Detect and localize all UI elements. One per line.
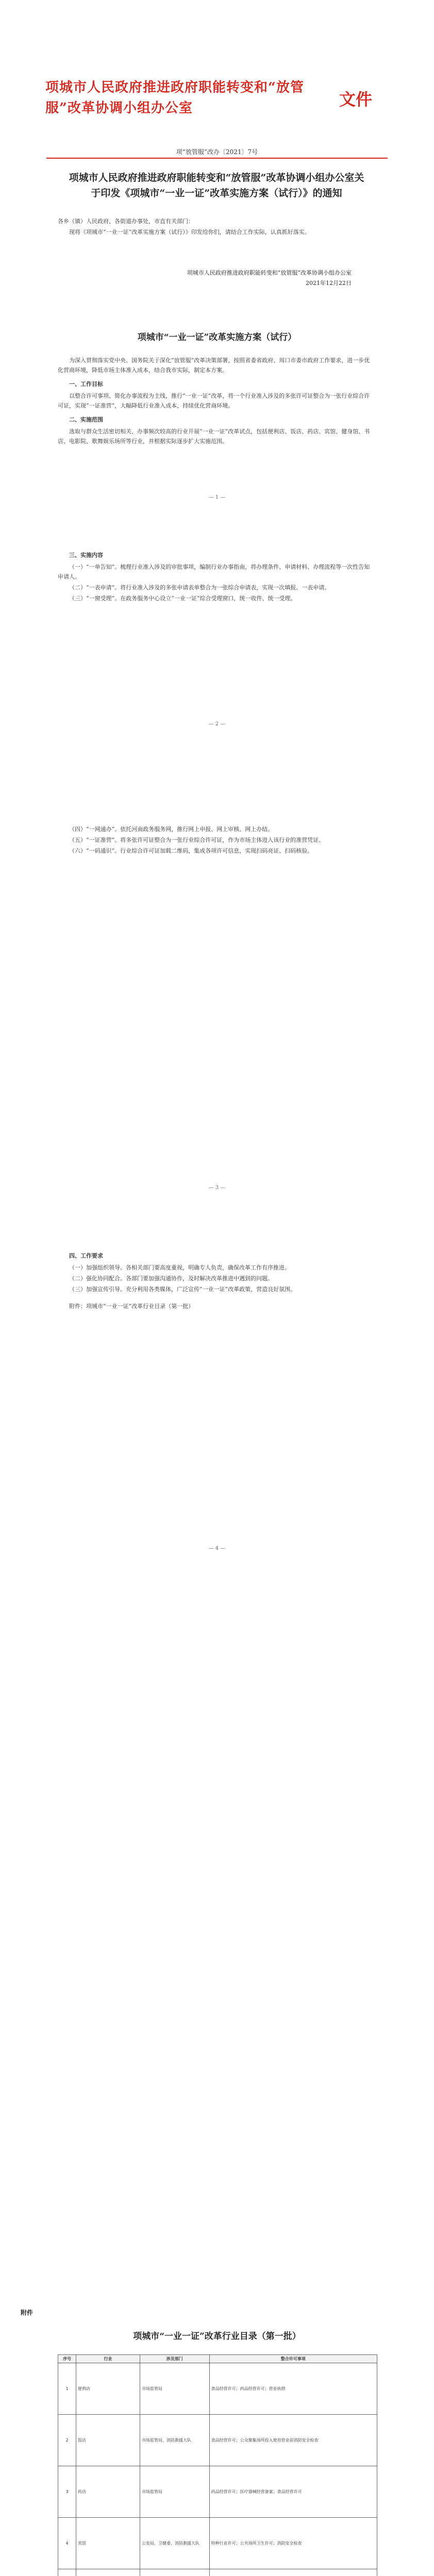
industry-name: 药店 — [76, 2466, 140, 2518]
row-number — [58, 2569, 76, 2576]
attachment-note: 附件：项城市“一业一证”改革行业目录（第一批） — [69, 1303, 194, 1310]
requirement-item: （二）强化协同配合。各部门要加强沟通协作，及时解决改革推进中遇到的问题。 — [69, 1275, 273, 1282]
row-number: 2 — [58, 2415, 76, 2466]
column-header: 序号 — [58, 2355, 76, 2363]
column-header: 涉及部门 — [140, 2355, 209, 2363]
measure-item: （一）“一单告知”。梳理行业准入涉及的审批事项，编制行业办事指南，将办理条件、申请材料、办理流程等一次性告知申请人。 — [58, 564, 370, 580]
table-row — [58, 2518, 377, 2569]
section-heading: 三、实施内容 — [69, 552, 103, 558]
measure-item: （四）“一网通办”。依托河南政务服务网，推行网上申报、网上审核、网上办结。 — [69, 826, 274, 833]
section-heading: 一、工作目标 — [69, 381, 103, 387]
requirement-item: （三）加强宣传引导。充分利用各类媒体，广泛宣传“一业一证”改革政策，营造良好氛围。 — [69, 1286, 296, 1293]
industry-catalog-table — [58, 2354, 377, 2576]
responsible-department: 市场监管局 — [140, 2363, 209, 2415]
issuing-organization: 项城市人民政府推进政府职能转变和“放管服”改革协调小组办公室 — [45, 80, 304, 116]
column-header: 整合许可事项 — [209, 2355, 377, 2363]
section-text: 选取与群众生活密切相关、办事频次较高的行业开展“一业一证”改革试点，包括便利店、饭店、药店、宾馆、健身馆、书店、电影院、歌舞娱乐场所等行业，并根据实际逐步扩大实施范围。 — [58, 428, 370, 445]
table-header-row — [58, 2355, 377, 2363]
red-divider — [46, 158, 388, 159]
industry-name: 宾馆 — [76, 2518, 140, 2569]
integrated-permits: 特种行业许可；公共场所卫生许可；消防安全检查 — [209, 2518, 377, 2569]
integrated-permits: 药品经营许可；医疗器械经营备案；食品经营许可 — [209, 2466, 377, 2518]
plan-body-3 — [58, 824, 373, 857]
integrated-permits: 食品经营许可；药品经营许可；营业执照 — [209, 2363, 377, 2415]
appendix-label: 附件 — [21, 2309, 34, 2316]
integrated-permits: 食品经营许可；公众聚集场所投入使用营业前消防安全检查 — [209, 2415, 377, 2466]
row-number: 1 — [58, 2363, 76, 2415]
responsible-department: 市场监管局、消防救援大队 — [140, 2415, 209, 2466]
plan-body-1 — [58, 355, 373, 447]
page-number: — 2 — — [208, 721, 226, 727]
responsible-department: 市场监管局 — [140, 2466, 209, 2518]
responsible-department — [140, 2569, 209, 2576]
section-text: 以整合许可事项、简化办事流程为主线，推行“一业一证”改革，将一个行业准入涉及的多张许可证整合为一张行业综合许可证，实现“一证准营”，大幅降低行业准入成本，持续优化营商环境。 — [58, 393, 370, 409]
table-body — [58, 2363, 377, 2576]
notice-title: 项城市人民政府推进政府职能转变和“放管服”改革协调小组办公室关于印发《项城市“一业一证”改革实施方案（试行）》的通知 — [69, 172, 364, 199]
industry-name: 便利店 — [76, 2363, 140, 2415]
table-row — [58, 2569, 377, 2576]
plan-body-2 — [58, 546, 373, 604]
measure-item: （六）“一码通识”。行业综合许可证加载二维码，集成各项许可信息，实现扫码亮证、扫码核验。 — [69, 848, 313, 854]
integrated-permits — [209, 2569, 377, 2576]
column-header: 行业 — [76, 2355, 140, 2363]
requirement-item: （一）加强组织领导。各相关部门要高度重视，明确专人负责，确保改革工作有序推进。 — [69, 1264, 290, 1271]
row-number: 4 — [58, 2518, 76, 2569]
row-number: 3 — [58, 2466, 76, 2518]
plan-intro: 为深入贯彻落实党中央、国务院关于深化“放管服”改革决策部署，按照省委省政府、周口市委市政府工作要求，进一步优化营商环境，降低市场主体准入成本，结合我市实际，制定本方案。 — [58, 357, 370, 374]
table-row — [58, 2466, 377, 2518]
industry-name: 饭店 — [76, 2415, 140, 2466]
measure-item: （三）“一窗受理”。在政务服务中心设立“一业一证”综合受理窗口，统一收件、统一受理。 — [69, 595, 296, 602]
document-header — [45, 77, 386, 134]
notice-signature — [187, 268, 352, 289]
notice-text: 现将《项城市“一业一证”改革实施方案（试行）》印发给你们，请结合工作实际，认真抓好落实。 — [69, 229, 310, 235]
industry-name — [76, 2569, 140, 2576]
responsible-department: 公安局、卫健委、消防救援大队 — [140, 2518, 209, 2569]
table-row — [58, 2363, 377, 2415]
table-row — [58, 2415, 377, 2466]
measure-item: （五）“一证准营”。将多张许可证整合为一张行业综合许可证，作为市场主体进入该行业的准营凭证。 — [69, 837, 325, 843]
signing-date: 2021年12月22日 — [306, 280, 352, 286]
document-number: 项“放管服”改办〔2021〕7号 — [176, 148, 258, 156]
plan-title: 项城市“一业一证”改革实施方案（试行） — [137, 332, 297, 343]
plan-body-4 — [58, 1247, 373, 1312]
page-number: — 1 — — [208, 495, 226, 500]
section-heading: 二、实施范围 — [69, 416, 103, 423]
section-heading: 四、工作要求 — [69, 1252, 103, 1259]
page-number: — 3 — — [208, 1185, 226, 1191]
addressee: 各乡（镇）人民政府、各街道办事处，市直有关部门： — [58, 218, 194, 225]
measure-item: （二）“一表申请”。将行业准入涉及的多张申请表单整合为一张综合申请表，实现一次填报、一表申请。 — [69, 584, 330, 591]
document-suffix: 文件 — [339, 90, 373, 109]
notice-body — [58, 216, 373, 238]
appendix-title: 项城市“一业一证”改革行业目录（第一批） — [133, 2331, 301, 2342]
page-number: — 4 — — [208, 1546, 226, 1551]
signing-org: 项城市人民政府推进政府职能转变和“放管服”改革协调小组办公室 — [187, 269, 352, 276]
